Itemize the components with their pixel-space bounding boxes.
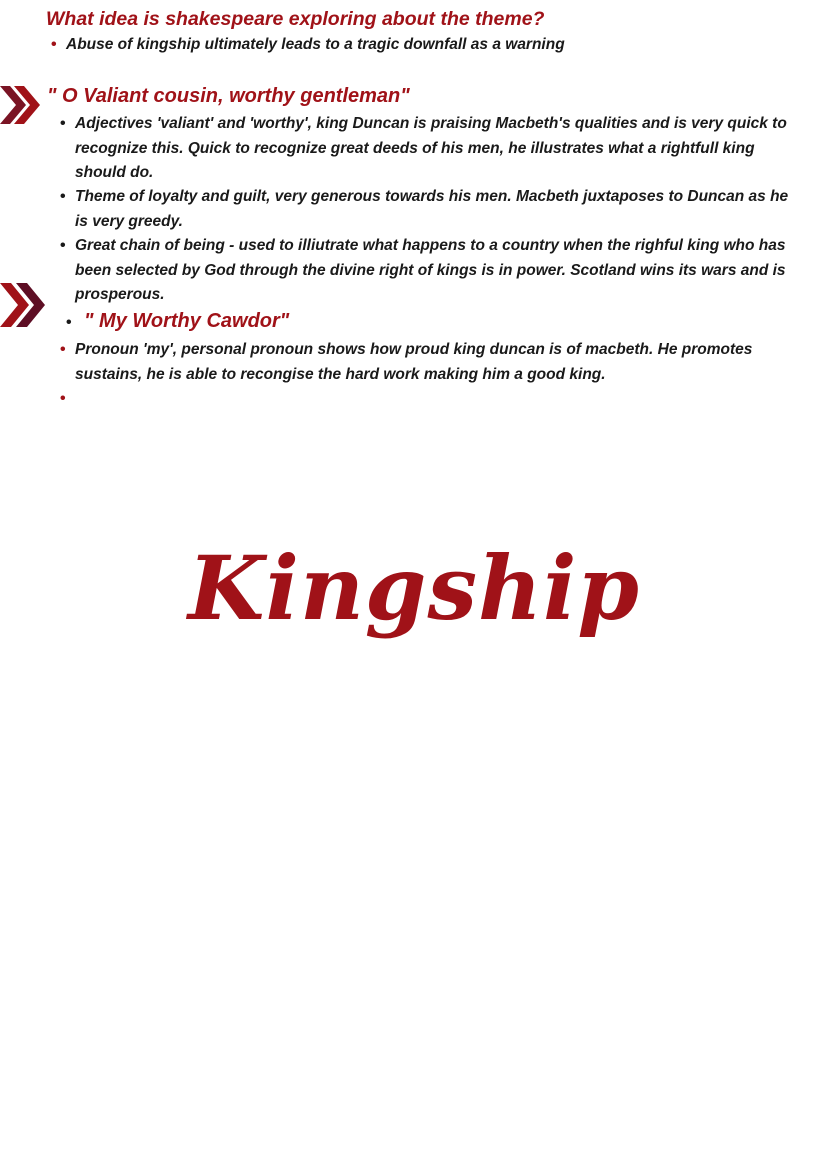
- bullet-marker: •: [60, 237, 66, 254]
- theme-question-heading: What idea is shakespeare exploring about the theme?: [46, 8, 545, 30]
- bullet-marker: •: [60, 341, 66, 358]
- quote-two-heading: " My Worthy Cawdor": [84, 310, 290, 332]
- quote-two-point-1: Pronoun 'my', personal pronoun shows how proud king duncan is of macbeth. He promotes sustains, he is able to recongise the hard work making him a good king.: [75, 341, 753, 383]
- page-title: Kingship: [188, 536, 640, 640]
- double-chevron-right-icon: [0, 82, 46, 128]
- quote-one-point-1: Adjectives 'valiant' and 'worthy', king Duncan is praising Macbeth's qualities and is very quick to recognize this. Quick to recognize great deeds of his men, he illustrates what a rightfull king should do.: [75, 115, 787, 181]
- quote-one-point-2: Theme of loyalty and guilt, very generous towards his men. Macbeth juxtaposes to Duncan as he is very greedy.: [75, 188, 789, 230]
- double-chevron-right-icon: [0, 280, 54, 330]
- theme-answer: Abuse of kingship ultimately leads to a tragic downfall as a warning: [66, 36, 565, 53]
- bullet-marker: •: [60, 188, 66, 205]
- quote-one-point-3: Great chain of being - used to illiutrate what happens to a country when the righful king who has been selected by God through the divine right of kings is in power. Scotland wins its wars and is prosperous.: [75, 237, 786, 303]
- bullet-marker: •: [60, 115, 66, 132]
- quote-one-heading: " O Valiant cousin, worthy gentleman": [47, 85, 410, 107]
- bullet-marker: •: [60, 390, 66, 407]
- bullet-marker: •: [51, 36, 57, 53]
- bullet-marker: •: [66, 314, 72, 331]
